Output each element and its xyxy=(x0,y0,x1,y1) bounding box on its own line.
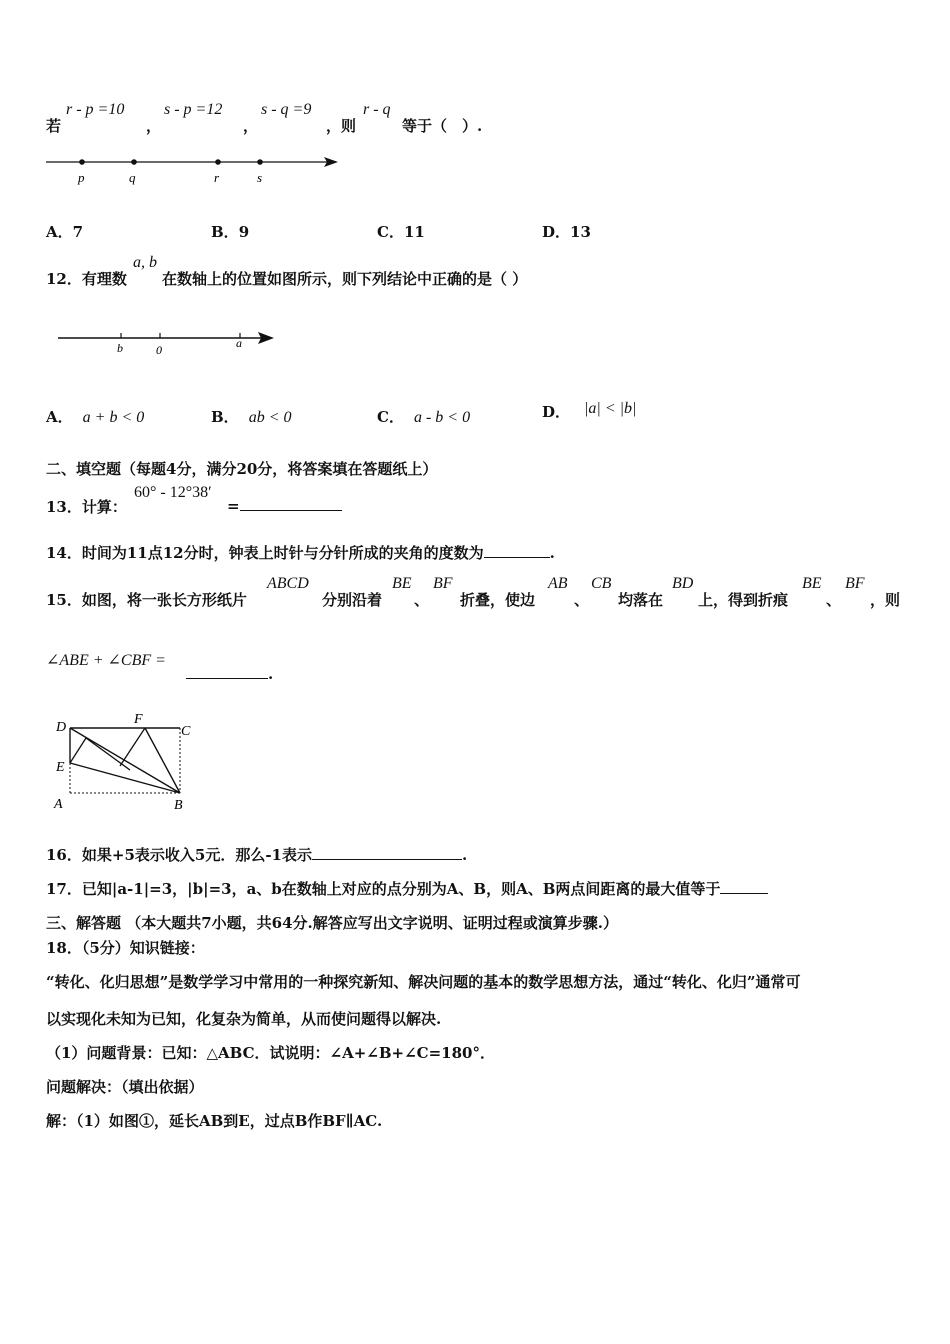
option-letter: B． xyxy=(211,223,239,241)
q15-blank[interactable] xyxy=(186,664,268,679)
q11-option-b[interactable] xyxy=(211,221,249,242)
q15-bd: BD xyxy=(672,575,694,592)
option-expr: |a| < |b| xyxy=(584,400,637,417)
q11-eq1: r - p =10 xyxy=(66,101,125,118)
q15-rect: ABCD xyxy=(267,575,309,592)
q11-eq3: s - q =9 xyxy=(261,101,312,118)
q17-question xyxy=(46,878,768,899)
q15-expr: ∠ABE + ∠CBF = xyxy=(46,652,166,669)
q17-text: 17．已知|a-1|=3，|b|=3，a、b在数轴上对应的点分别为A、B，则A、B两点间距离的最大值等于 xyxy=(46,880,721,898)
option-letter: D． xyxy=(542,403,571,421)
fig-label-a: A xyxy=(54,797,63,812)
q11-then: ，则 xyxy=(326,117,357,135)
option-letter: C． xyxy=(377,223,404,241)
point-p xyxy=(79,159,85,165)
label-b: b xyxy=(117,341,123,355)
q11-tail: 等于（ ）. xyxy=(402,117,483,135)
q12-number-line xyxy=(52,325,282,360)
q18-para2: 以实现化未知为已知，化复杂为简单，从而使问题得以解决. xyxy=(46,1010,442,1028)
option-value: 11 xyxy=(403,223,425,241)
q12-option-a[interactable] xyxy=(46,406,144,427)
q12-option-b[interactable] xyxy=(211,406,291,427)
q15-ab: AB xyxy=(548,575,568,592)
q18-head: 18．（5分）知识链接： xyxy=(46,939,205,957)
option-value: 7 xyxy=(72,223,84,241)
q15-p1: 15．如图，将一张长方形纸片 xyxy=(46,591,247,609)
q16-question xyxy=(46,844,467,865)
q15-p6: ，则 xyxy=(870,591,901,609)
q15-dun2: 、 xyxy=(574,591,590,609)
fig-label-d: D xyxy=(56,720,67,735)
section3-title: 三、解答题 （本大题共7小题，共64分.解答应写出文字说明、证明过程或演算步骤.） xyxy=(46,914,618,932)
q13-expr: 60° - 12°38′ xyxy=(134,484,212,501)
fig-label-e: E xyxy=(56,760,65,775)
label-a: a xyxy=(236,336,242,350)
q15-bf: BF xyxy=(433,575,453,592)
q11-sep2: ， xyxy=(243,117,259,135)
fig-label-b: B xyxy=(174,798,183,813)
q11-target: r - q xyxy=(363,101,391,118)
q12-option-d[interactable] xyxy=(542,400,636,422)
point-r xyxy=(215,159,221,165)
q13-equals: = xyxy=(227,497,240,515)
q11-option-a[interactable] xyxy=(46,221,83,242)
option-letter: C． xyxy=(377,408,404,426)
fig-label-c: C xyxy=(181,724,191,739)
q15-p5: 上，得到折痕 xyxy=(698,591,789,609)
q11-option-d[interactable] xyxy=(542,221,591,242)
q15-end: . xyxy=(268,665,274,683)
q16-blank[interactable] xyxy=(312,845,462,860)
section2-title: 二、填空题（每题4分，满分20分，将答案填在答题纸上） xyxy=(46,460,438,478)
option-value: 9 xyxy=(238,223,250,241)
label-q: q xyxy=(129,170,136,185)
q15-answer[interactable] xyxy=(186,664,273,683)
q14-question xyxy=(46,542,555,563)
option-letter: D． xyxy=(542,223,571,241)
q12-text: 在数轴上的位置如图所示，则下列结论中正确的是（ ） xyxy=(162,270,528,288)
q15-p3: 折叠，使边 xyxy=(460,591,536,609)
label-p: p xyxy=(78,170,85,185)
q16-text: 16．如果+5表示收入5元．那么-1表示 xyxy=(46,846,312,864)
point-q xyxy=(131,159,137,165)
q11-eq2: s - p =12 xyxy=(164,101,223,118)
q12-option-c[interactable] xyxy=(377,406,470,427)
q17-blank[interactable] xyxy=(720,879,768,894)
q12-num: 12．有理数 xyxy=(46,270,127,288)
q18-background: （1）问题背景：已知：△ABC．试说明：∠A+∠B+∠C=180°． xyxy=(46,1044,495,1062)
q15-be2: BE xyxy=(802,575,822,592)
q18-solution: 解：（1）如图①，延长AB到E，过点B作BF∥AC. xyxy=(46,1112,383,1130)
q13-answer[interactable] xyxy=(227,496,342,515)
q15-dun3: 、 xyxy=(826,591,842,609)
q14-blank[interactable] xyxy=(484,543,550,558)
q15-p4: 均落在 xyxy=(618,591,664,609)
q15-p2: 分别沿着 xyxy=(322,591,383,609)
q15-dun1: 、 xyxy=(414,591,430,609)
q11-number-line xyxy=(40,150,350,190)
q11-prefix: 若 xyxy=(46,117,62,135)
q15-bf2: BF xyxy=(845,575,865,592)
option-expr: a + b < 0 xyxy=(82,409,145,426)
label-zero: 0 xyxy=(156,343,162,357)
q11-option-c[interactable] xyxy=(377,221,425,242)
label-s: s xyxy=(257,170,263,185)
fig-label-f: F xyxy=(134,712,143,727)
option-expr: ab < 0 xyxy=(248,409,292,426)
q16-end: . xyxy=(461,846,468,864)
q13-blank[interactable] xyxy=(240,496,342,511)
q15-cb: CB xyxy=(591,575,612,592)
q15-figure xyxy=(50,708,200,816)
q13-label: 13．计算： xyxy=(46,498,127,516)
q18-solve: 问题解决：（填出依据） xyxy=(46,1078,204,1096)
q14-end: . xyxy=(549,544,555,562)
option-letter: A． xyxy=(46,223,73,241)
label-r: r xyxy=(214,170,220,185)
point-s xyxy=(257,159,263,165)
q14-text: 14．时间为11点12分时，钟表上时针与分针所成的夹角的度数为 xyxy=(46,544,484,562)
q11-sep1: ， xyxy=(146,117,162,135)
q18-para1: “转化、化归思想”是数学学习中常用的一种探究新知、解决问题的基本的数学思想方法，通过“转化、化归”通常可 xyxy=(46,973,801,991)
option-letter: B． xyxy=(211,408,239,426)
option-value: 13 xyxy=(570,223,591,241)
option-expr: a - b < 0 xyxy=(413,409,471,426)
option-letter: A． xyxy=(46,408,73,426)
q15-be: BE xyxy=(392,575,412,592)
q12-vars: a, b xyxy=(133,254,157,271)
